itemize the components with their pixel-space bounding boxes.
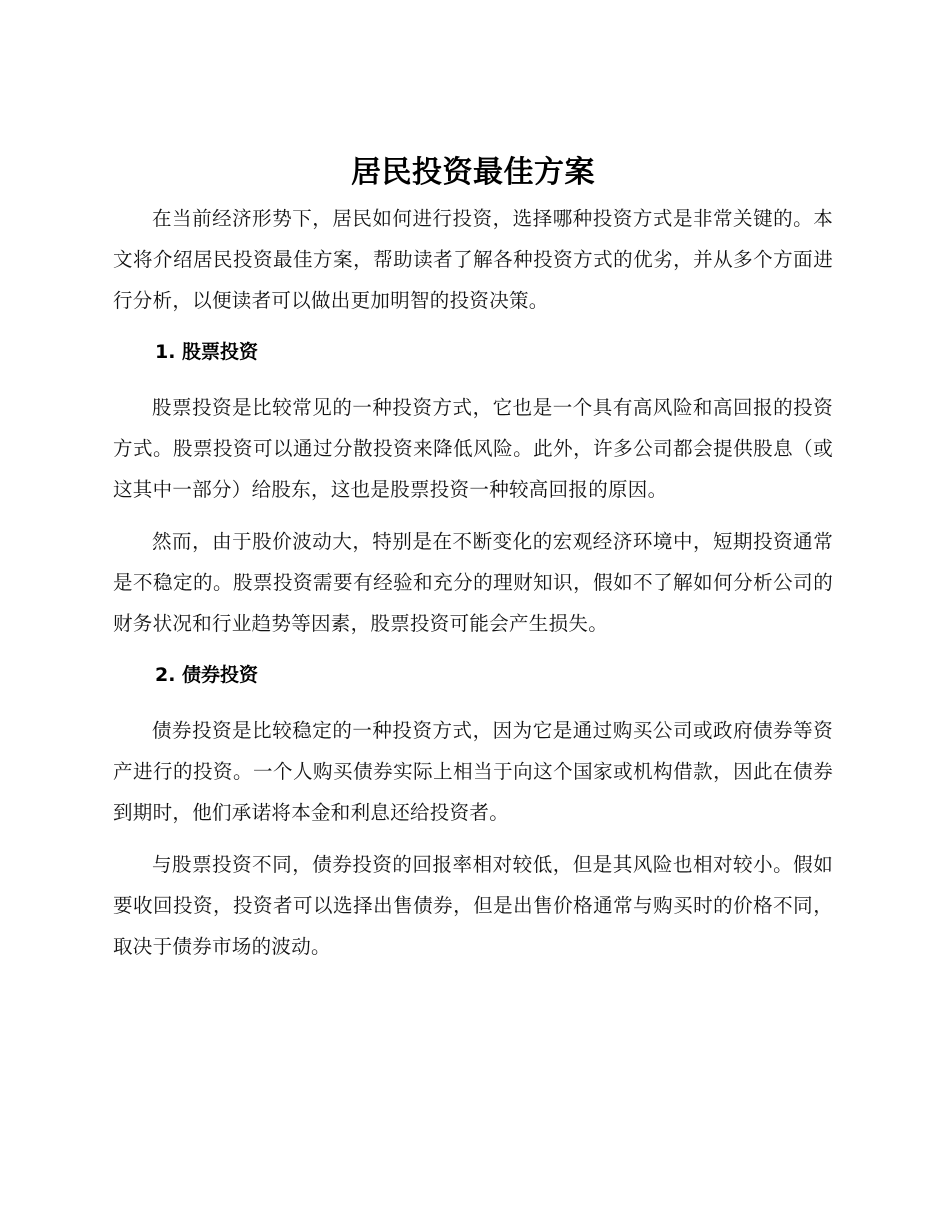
- section-heading-stocks: 1. 股票投资: [155, 341, 259, 363]
- document-body: [113, 148, 833, 967]
- section-heading-bonds: 2. 债券投资: [155, 664, 259, 686]
- bonds-paragraph-2: 与股票投资不同，债券投资的回报率相对较低，但是其风险也相对较小。假如要收回投资，投资者可以选择出售债券，但是出售价格通常与购买时的价格不同，取决于债券市场的波动。: [113, 853, 833, 958]
- document-title: 居民投资最佳方案: [351, 155, 595, 190]
- stocks-paragraph-1: 股票投资是比较常见的一种投资方式，它也是一个具有高风险和高回报的投资方式。股票投资可以通过分散投资来降低风险。此外，许多公司都会提供股息（或这其中一部分）给股东，这也是股票投资一种较高回报的原因。: [113, 396, 833, 501]
- stocks-paragraph-2: 然而，由于股价波动大，特别是在不断变化的宏观经济环境中，短期投资通常是不稳定的。股票投资需要有经验和充分的理财知识，假如不了解如何分析公司的财务状况和行业趋势等因素，股票投资可能会产生损失。: [113, 530, 833, 635]
- bonds-paragraph-1: 债券投资是比较稳定的一种投资方式，因为它是通过购买公司或政府债券等资产进行的投资。一个人购买债券实际上相当于向这个国家或机构借款，因此在债券到期时，他们承诺将本金和利息还给投资者。: [113, 719, 833, 824]
- intro-paragraph: 在当前经济形势下，居民如何进行投资，选择哪种投资方式是非常关键的。本文将介绍居民投资最佳方案，帮助读者了解各种投资方式的优劣，并从多个方面进行分析，以便读者可以做出更加明智的投资决策。: [113, 207, 833, 312]
